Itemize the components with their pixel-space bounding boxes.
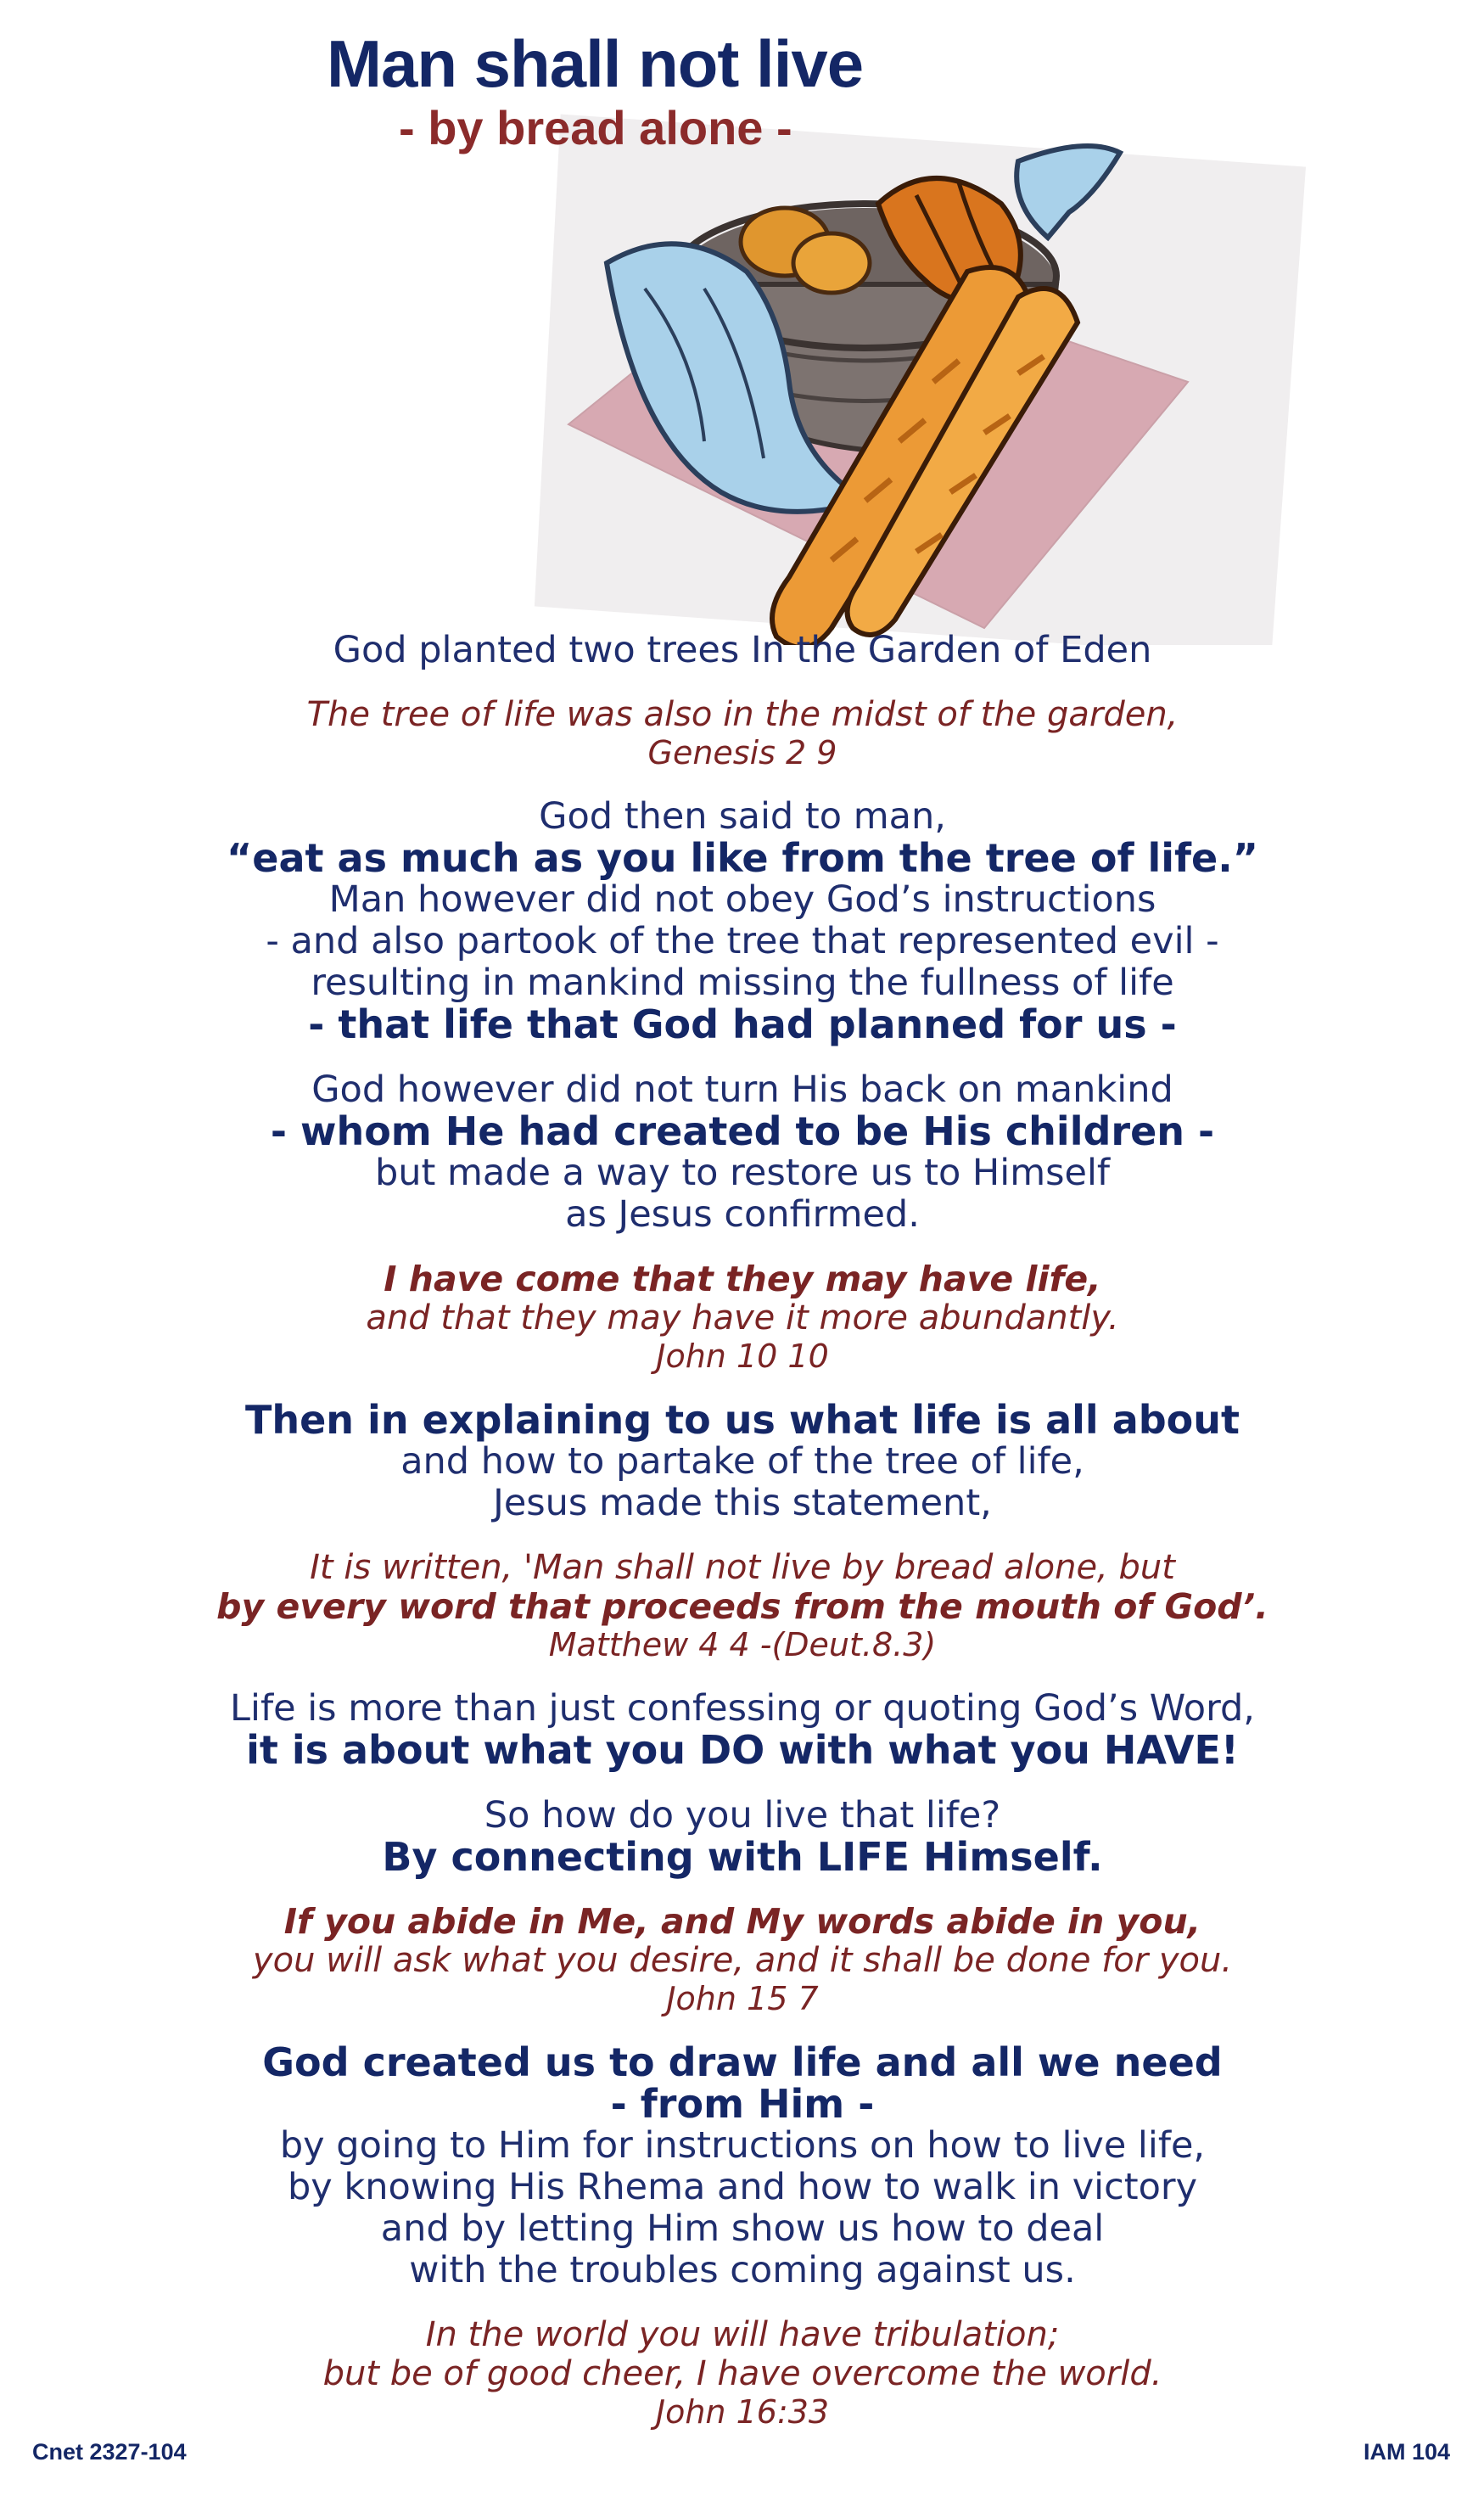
text-line-bold: - from Him -	[610, 2081, 875, 2127]
text-line-bold: it is about what you DO with what you HAVE!	[246, 1727, 1239, 1773]
text-block	[119, 796, 1366, 1046]
text-block	[119, 630, 1366, 671]
text-line-bold: God created us to draw life and all we need	[262, 2039, 1223, 2085]
verse-reference: John 10 10	[656, 1338, 829, 1375]
text-line: Life is more than just confessing or quoting God’s Word,	[230, 1687, 1255, 1730]
verse-line: and that they may have it more abundantly.	[366, 1298, 1119, 1338]
text-line: by going to Him for instructions on how to live life,	[279, 2124, 1206, 2167]
verse-line: The tree of life was also in the midst of the garden,	[306, 695, 1179, 734]
text-block	[119, 1688, 1366, 1771]
text-line: and how to partake of the tree of life,	[400, 1440, 1084, 1483]
footer-code-right: IAM 104	[1363, 2439, 1450, 2465]
verse-line: I have come that they may have life,	[384, 1259, 1101, 1299]
text-line: and by letting Him show us how to deal	[380, 2207, 1105, 2250]
text-line: God however did not turn His back on mankind	[311, 1068, 1173, 1111]
text-line: So how do you live that life?	[484, 1794, 1001, 1837]
text-block	[119, 2039, 1366, 2291]
text-block	[119, 1069, 1366, 1236]
verse-reference: John 16:33	[655, 2393, 830, 2431]
verse-line: by every word that proceeds from the mouth of God’.	[216, 1586, 1268, 1627]
text-line-bold: - whom He had created to be His children -	[270, 1108, 1215, 1154]
page-title: Man shall not live	[327, 26, 864, 101]
scripture-quote	[119, 695, 1366, 772]
text-block	[119, 1795, 1366, 1878]
text-line: God then said to man,	[539, 795, 946, 838]
text-line: but made a way to restore us to Himself	[374, 1152, 1111, 1194]
scripture-quote	[119, 2315, 1366, 2431]
text-line: Jesus made this statement,	[493, 1482, 992, 1524]
verse-reference: Genesis 2 9	[647, 734, 837, 771]
verse-line: It is written, 'Man shall not live by bread alone, but	[310, 1548, 1175, 1587]
text-line: God planted two trees In the Garden of Eden	[333, 629, 1152, 671]
text-line: - and also partook of the tree that represented evil -	[266, 920, 1219, 962]
text-line: Man however did not obey God’s instructions	[328, 878, 1156, 921]
text-line: as Jesus confirmed.	[565, 1193, 920, 1236]
verse-reference: Matthew 4 4 -(Deut.8.3)	[548, 1626, 937, 1663]
verse-reference: John 15 7	[666, 1980, 819, 2017]
verse-line: In the world you will have tribulation;	[425, 2315, 1060, 2354]
text-line: by knowing His Rhema and how to walk in victory	[287, 2166, 1198, 2208]
verse-line: If you abide in Me, and My words abide in you,	[283, 1901, 1201, 1942]
body-text	[119, 630, 1366, 2455]
scripture-quote	[119, 1259, 1366, 1376]
text-block	[119, 1399, 1366, 1524]
text-line-bold: - that life that God had planned for us -	[308, 1001, 1177, 1047]
verse-line: but be of good cheer, I have overcome the world.	[322, 2354, 1162, 2393]
scripture-quote	[119, 1548, 1366, 1664]
text-line-bold: By connecting with LIFE Himself.	[382, 1834, 1103, 1880]
text-line-bold: “eat as much as you like from the tree of life.”	[227, 835, 1258, 881]
text-line: resulting in mankind missing the fullness of life	[311, 962, 1174, 1004]
bread-basket-illustration	[424, 102, 1307, 645]
verse-line: you will ask what you desire, and it shall be done for you.	[252, 1941, 1233, 1980]
page-subtitle: - by bread alone -	[399, 101, 792, 154]
text-line-bold: Then in explaining to us what life is all about	[244, 1397, 1240, 1443]
scripture-quote	[119, 1902, 1366, 2018]
footer-code-left: Cnet 2327-104	[32, 2439, 187, 2465]
text-line: with the troubles coming against us.	[409, 2249, 1076, 2291]
